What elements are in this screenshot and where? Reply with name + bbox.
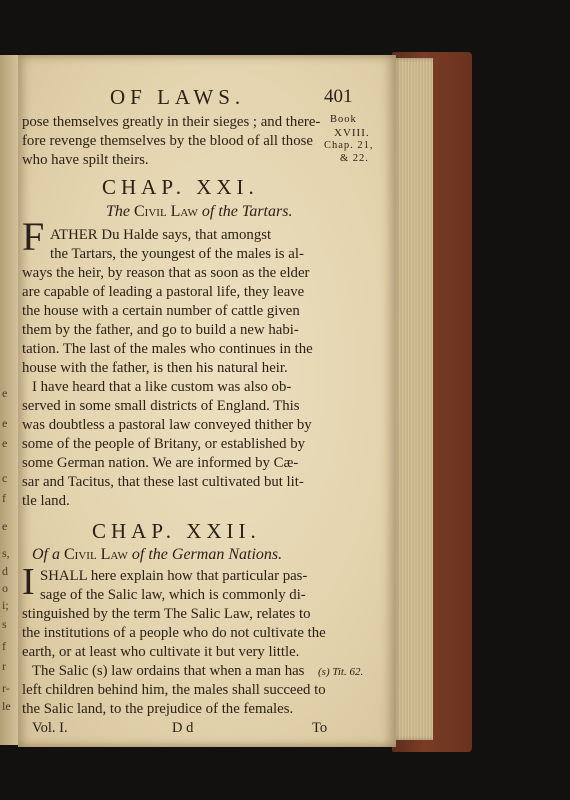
- prev-fragment: r: [2, 659, 6, 673]
- book-page: [18, 55, 396, 747]
- text-line: SHALL here explain how that particular pas-: [40, 568, 308, 584]
- text-line: was doubtless a pastoral law conveyed thither by: [22, 417, 312, 433]
- prev-fragment: s,: [2, 546, 10, 560]
- text-line: fore revenge themselves by the blood of all those: [22, 133, 313, 149]
- margin-ref-book: Book: [330, 114, 357, 125]
- prev-fragment: e: [2, 436, 8, 450]
- text-line: who have spilt theirs.: [22, 152, 149, 168]
- chapter-title: The Civil Law of the Tartars.: [106, 203, 293, 220]
- prev-fragment: s: [2, 617, 7, 631]
- prev-fragment: f: [2, 491, 6, 505]
- text-line: sage of the Salic law, which is commonly di-: [40, 587, 306, 603]
- text-line: earth, or at least who cultivate it but very little.: [22, 644, 300, 660]
- margin-ref-amp: & 22.: [340, 153, 369, 164]
- previous-page-text: [2, 115, 16, 795]
- drop-cap: I: [22, 561, 35, 603]
- page-edges: [393, 58, 433, 740]
- prev-fragment: o: [2, 581, 8, 595]
- page-number: 401: [324, 86, 353, 107]
- text-line: some German nation. We are informed by Cæ-: [22, 455, 299, 471]
- chapter-title: Of a Civil Law of the German Nations.: [32, 546, 283, 563]
- previous-page-edge: [0, 55, 18, 745]
- prev-fragment: e: [2, 386, 8, 400]
- text-line: The Salic (s) law ordains that when a man has: [32, 663, 305, 679]
- prev-fragment: c: [2, 471, 8, 485]
- prev-fragment: r-: [2, 681, 10, 695]
- text-line: left children behind him, the males shall succeed to: [22, 682, 326, 698]
- chapter-heading: CHAP. XXII.: [92, 519, 261, 543]
- prev-fragment: i;: [2, 598, 9, 612]
- text-line: the Tartars, the youngest of the males is al-: [50, 246, 304, 262]
- text-line: house with the father, is then his natural heir.: [22, 360, 288, 376]
- prev-fragment: e: [2, 519, 8, 533]
- running-head: OF LAWS.: [110, 85, 246, 109]
- prev-fragment: e: [2, 416, 8, 430]
- volume-mark: Vol. I.: [32, 720, 68, 736]
- margin-ref-number: XVIII.: [334, 127, 370, 139]
- drop-cap: F: [22, 214, 45, 259]
- text-line: tle land.: [22, 493, 70, 509]
- side-note: (s) Tit. 62.: [318, 666, 364, 678]
- text-line: I have heard that a like custom was also ob-: [32, 379, 292, 395]
- text-line: the house with a certain number of cattle given: [22, 303, 300, 319]
- margin-ref-chap: Chap. 21,: [324, 140, 374, 151]
- prev-fragment: d: [2, 564, 8, 578]
- text-line: sar and Tacitus, that these last cultivated but lit-: [22, 474, 304, 490]
- text-line: the institutions of a people who do not cultivate the: [22, 625, 326, 641]
- prev-fragment: f: [2, 639, 6, 653]
- catchword: To: [312, 720, 328, 736]
- signature-mark: D d: [172, 720, 194, 736]
- text-line: ways the heir, by reason that as soon as the elder: [22, 265, 310, 281]
- text-line: are capable of leading a pastoral life, they leave: [22, 284, 305, 300]
- text-line: stinguished by the term The Salic Law, relates to: [22, 606, 311, 622]
- text-line: pose themselves greatly in their sieges ; and there-: [22, 114, 321, 130]
- chapter-heading: CHAP. XXI.: [102, 175, 259, 199]
- text-line: the Salic land, to the prejudice of the females.: [22, 701, 294, 717]
- text-line: served in some small districts of England. This: [22, 398, 300, 414]
- text-line: some of the people of Britany, or established by: [22, 436, 305, 452]
- text-line: them by the father, and go to build a new habi-: [22, 322, 299, 338]
- prev-fragment: le: [2, 699, 11, 713]
- text-line: ATHER Du Halde says, that amongst: [50, 227, 272, 243]
- text-line: tation. The last of the males who continues in the: [22, 341, 313, 357]
